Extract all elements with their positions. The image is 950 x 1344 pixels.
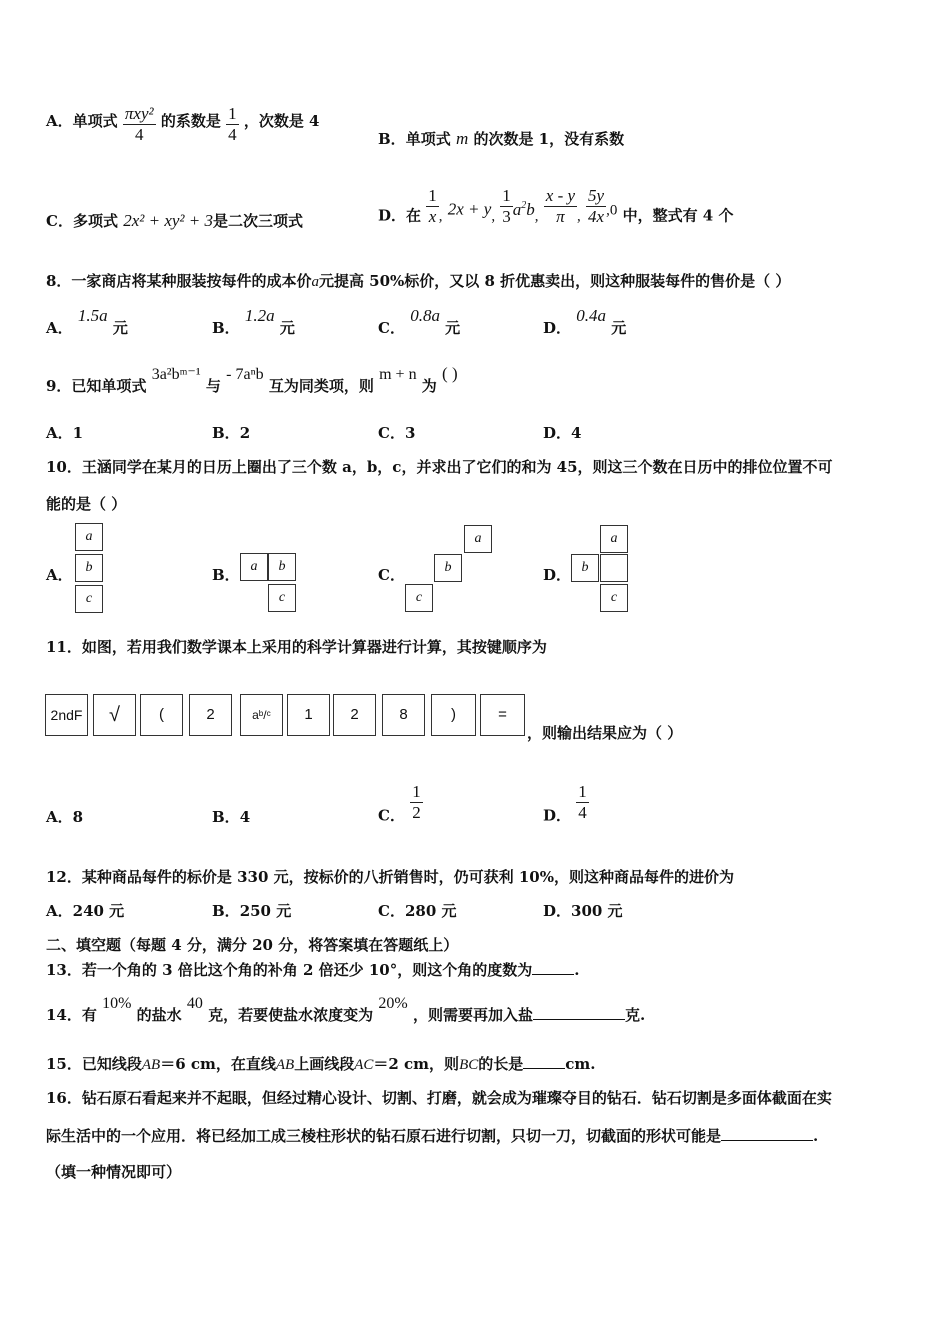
q14-answer-blank	[533, 1019, 625, 1020]
q11-option-b: B．4	[212, 808, 251, 826]
q15-answer-blank	[523, 1068, 565, 1069]
q10-label-a: A．	[46, 566, 73, 584]
q11-stem: 11．如图，若用我们数学课本上采用的科学计算器进行计算，其按键顺序为	[46, 638, 547, 656]
q16-line2: 际生活中的一个应用．将已经加工成三棱柱形状的钻石原石进行切割，只切一刀，切截面的形状可能是 .	[46, 1127, 819, 1145]
section-2-heading: 二、填空题（每题 4 分，满分 20 分，将答案填在答题纸上）	[46, 936, 459, 954]
q10-label-c: C．	[378, 566, 405, 584]
q10-c-cell-b: b	[434, 554, 462, 582]
q7-a-coefficient: $\frac{1}{4}$	[228, 104, 237, 144]
q7-option-d: D．在 $\frac{1}{x}$ , 2x + y, $\frac{1}{3}$ $a^2b$, $\frac{x - y}{\pi}$ , $\frac{5y}{4x}$ ,0 中，整式有 4 个	[378, 186, 734, 226]
q7-d-item-5: $\frac{5y}{4x}$	[588, 186, 605, 226]
q7-option-a: A．单项式 $\frac{\text{πxy²}}{4}$ 的系数是 $\frac{1}{4}$ ，次数是 4	[46, 104, 320, 144]
q15: 15．已知线段AB＝6 cm，在直线AB上画线段AC＝2 cm，则BC的长是 cm.	[46, 1055, 596, 1073]
q16-line3: （填一种情况即可）	[46, 1163, 182, 1181]
q7-d-item-4: $\frac{x - y}{\pi}$	[545, 186, 576, 226]
q12-option-c: C．280 元	[378, 902, 457, 920]
q7-option-b: B．单项式 m 的次数是 1，没有系数	[378, 129, 625, 148]
q10-c-cell-a: a	[464, 525, 492, 553]
q11-stem-after: ，则输出结果应为（ ）	[527, 724, 683, 742]
q8-option-b: B． 1.2a 元	[212, 306, 295, 337]
q12-option-a: A．240 元	[46, 902, 125, 920]
calc-key-equals: =	[480, 694, 525, 736]
calc-key-open-paren: (	[140, 694, 183, 736]
calc-key-2ndf: 2ndF	[45, 694, 88, 736]
q9-stem: 9．已知单项式 3a²bᵐ⁻¹ 与 - 7aⁿb 互为同类项，则 m + n 为 ( )	[46, 364, 458, 395]
q10-b-cell-b: b	[268, 553, 296, 581]
q12-option-b: B．250 元	[212, 902, 292, 920]
q10-d-cell-c: c	[600, 584, 628, 612]
q16-line1: 16．钻石原石看起来并不起眼，但经过精心设计、切割、打磨，就会成为璀璨夺目的钻石．钻石切割是多面体截面在实	[46, 1089, 832, 1107]
calc-key-2: 2	[189, 694, 232, 736]
q9-option-c: C．3	[378, 424, 416, 442]
q12-option-d: D．300 元	[543, 902, 623, 920]
q10-stem-line1: 10．王涵同学在某月的日历上圈出了三个数 a，b，c，并求出了它们的和为 45，则这三个数在日历中的排位位置不可	[46, 458, 833, 476]
q10-label-b: B．	[212, 566, 240, 584]
q10-b-cell-c: c	[268, 584, 296, 612]
calc-key-2b: 2	[333, 694, 376, 736]
q8-option-c: C． 0.8a 元	[378, 306, 461, 337]
q14: 14．有 10% 的盐水 40 克，若要使盐水浓度变为 20% ，则需要再加入盐 克.	[46, 995, 646, 1024]
q7-d-item-3: $\frac{1}{3}$	[502, 186, 511, 226]
q9-option-a: A．1	[46, 424, 84, 442]
q10-label-d: D．	[543, 566, 572, 584]
q11-c-fraction: $\frac{1}{2}$	[412, 782, 421, 822]
q10-d-cell-b: b	[571, 554, 599, 582]
q11-option-c: C． $\frac{1}{2}$	[378, 782, 421, 825]
q10-a-cell-c: c	[75, 585, 103, 613]
q10-c-cell-c: c	[405, 584, 433, 612]
q13: 13．若一个角的 3 倍比这个角的补角 2 倍还少 10°，则这个角的度数为 .	[46, 961, 580, 979]
calc-key-8: 8	[382, 694, 425, 736]
q13-answer-blank	[532, 974, 574, 975]
q7-d-item-1: $\frac{1}{x}$	[428, 186, 437, 226]
calc-key-1: 1	[287, 694, 330, 736]
q8-option-a: A． 1.5a 元	[46, 306, 128, 337]
q10-a-cell-a: a	[75, 523, 103, 551]
calc-key-fraction: aᵇ/ᶜ	[240, 694, 283, 736]
q9-option-b: B．2	[212, 424, 251, 442]
q11-option-a: A．8	[46, 808, 84, 826]
q11-option-d: D． $\frac{1}{4}$	[543, 782, 587, 825]
q7-option-c: C．多项式 2x² + xy² + 3是二次三项式	[46, 211, 303, 230]
q8-stem: 8．一家商店将某种服装按每件的成本价a元提高 50%标价，又以 8 折优惠卖出，则这种服装每件的售价是（ ）	[46, 272, 791, 290]
q7-a-fraction: $\frac{\text{πxy²}}{4}$	[124, 104, 154, 144]
q10-d-cell-empty	[600, 554, 628, 582]
calc-key-sqrt: √	[93, 694, 136, 736]
calc-key-close-paren: )	[431, 694, 476, 736]
q10-a-cell-b: b	[75, 554, 103, 582]
q10-stem-line2: 能的是（ ）	[46, 495, 127, 513]
q9-option-d: D．4	[543, 424, 582, 442]
q10-d-cell-a: a	[600, 525, 628, 553]
q12-stem: 12．某种商品每件的标价是 330 元，按标价的八折销售时，仍可获利 10%，则这种商品每件的进价为	[46, 868, 734, 886]
q8-option-d: D． 0.4a 元	[543, 306, 627, 337]
q11-d-fraction: $\frac{1}{4}$	[578, 782, 587, 822]
q16-answer-blank	[721, 1140, 813, 1141]
q10-b-cell-a: a	[240, 553, 268, 581]
